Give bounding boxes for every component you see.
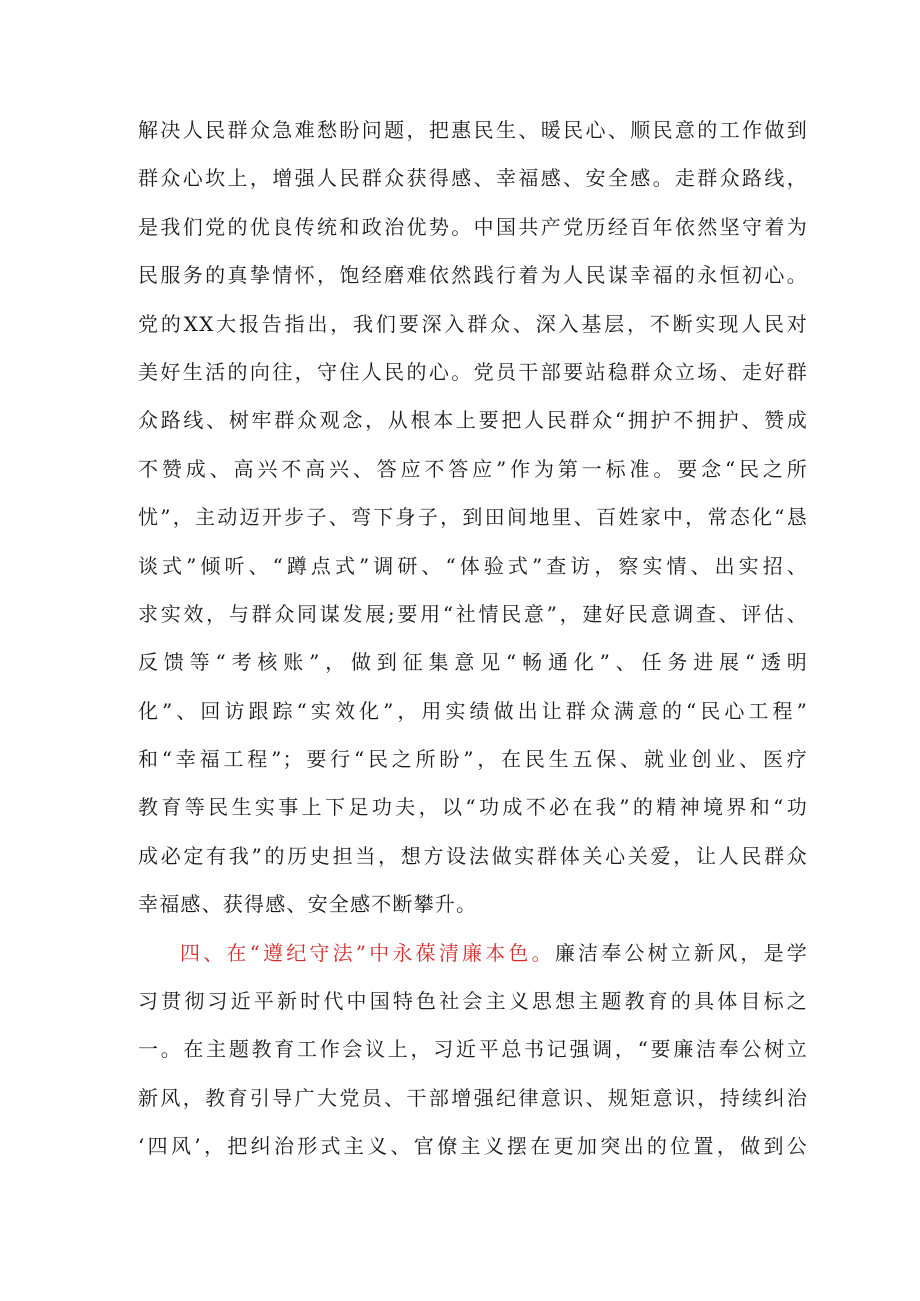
text-line-with-heading (138, 929, 808, 977)
paragraph-people-first (138, 106, 808, 929)
text-line: 忧”，主动迈开步子、弯下身子，到田间地里、百姓家中，常态化“恳 (138, 505, 808, 530)
text-line: 众路线、树牢群众观念，从根本上要把人民群众“拥护不拥护、赞成 (138, 408, 808, 433)
text-line: 美好生活的向往，守住人民的心。党员干部要站稳群众立场、走好群 (138, 359, 808, 384)
text-line: 成必定有我”的历史担当，想方设法做实群体关心关爱，让人民群众 (138, 843, 808, 868)
text-line: 解决人民群众急难愁盼问题，把惠民生、暖民心、顺民意的工作做到 (138, 118, 808, 142)
text-line: 习贯彻习近平新时代中国特色社会主义思想主题教育的具体目标之 (138, 989, 808, 1014)
text-line: 新风，教育引导广大党员、干部增强纪律意识、规矩意识，持续纠治 (138, 1085, 808, 1110)
text-line: 民服务的真挚情怀，饱经磨难依然践行着为人民谋幸福的永恒初心。 (138, 263, 808, 288)
document-body (138, 106, 808, 1171)
text-line: 和“幸福工程”；要行“民之所盼”，在民生五保、就业创业、医疗 (138, 747, 808, 772)
text-line: 群众心坎上，增强人民群众获得感、幸福感、安全感。走群众路线， (138, 166, 808, 191)
text-line: 一。在主题教育工作会议上，习近平总书记强调，“要廉洁奉公树立 (138, 1037, 808, 1062)
paragraph-discipline (138, 929, 808, 1171)
text-line: 反馈等“考核账”，做到征集意见“畅通化”、任务进展“透明 (138, 650, 808, 675)
text-line: 化”、回访跟踪“实效化”，用实绩做出让群众满意的“民心工程” (138, 698, 808, 723)
heading-line-rest: 廉洁奉公树立新风，是学 (554, 940, 808, 965)
section-heading: 四、在“遵纪守法”中永葆清廉本色。 (180, 940, 555, 965)
text-line: 是我们党的优良传统和政治优势。中国共产党历经百年依然坚守着为 (138, 214, 808, 239)
text-line: 幸福感、获得感、安全感不断攀升。 (138, 892, 478, 917)
text-line: 党的XX大报告指出，我们要深入群众、深入基层，不断实现人民对 (138, 311, 808, 336)
text-line: 谈式”倾听、“蹲点式”调研、“体验式”查访，察实情、出实招、 (138, 553, 808, 578)
text-line: 不赞成、高兴不高兴、答应不答应”作为第一标准。要念“民之所 (138, 456, 808, 481)
text-line: ‘四风’，把纠治形式主义、官僚主义摆在更加突出的位置，做到公 (138, 1134, 808, 1159)
text-line: 教育等民生实事上下足功夫，以“功成不必在我”的精神境界和“功 (138, 795, 808, 820)
text-line: 求实效，与群众同谋发展;要用“社情民意”，建好民意调查、评估、 (138, 601, 808, 626)
